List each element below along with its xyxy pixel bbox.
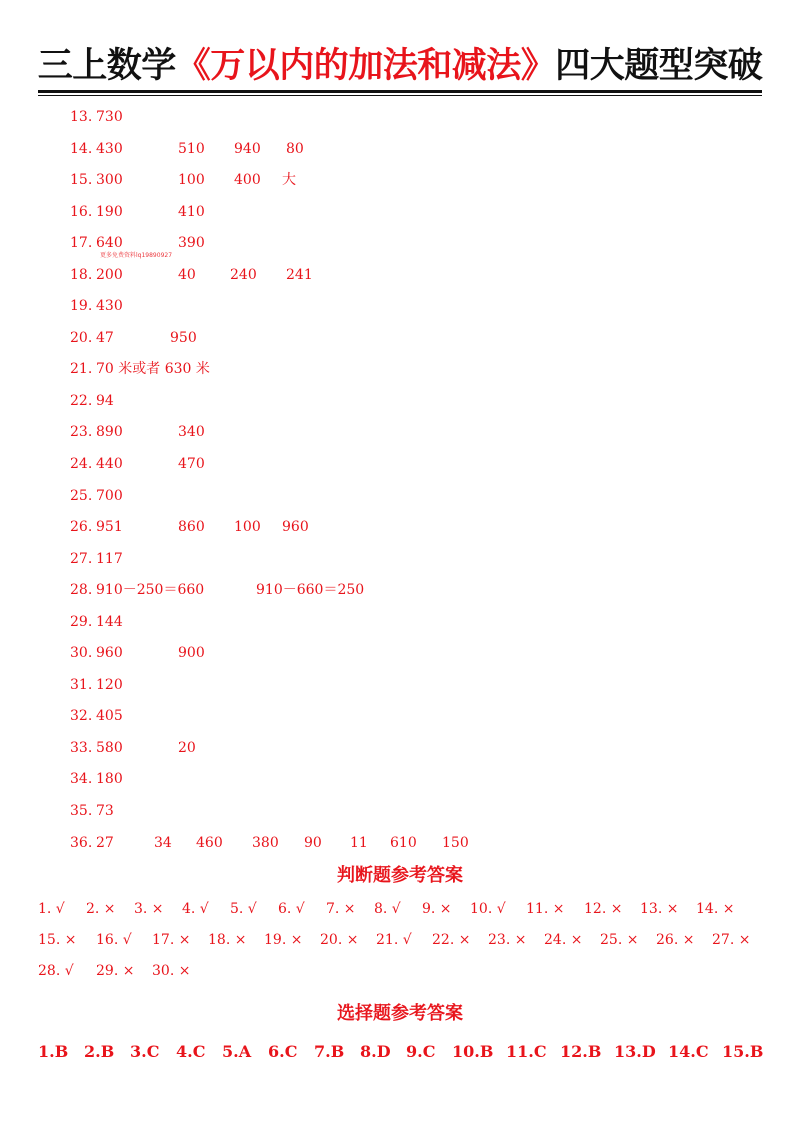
judge-answer: 27. × (712, 932, 751, 948)
fill-answer-item (70, 228, 469, 260)
fill-answer-item (70, 544, 469, 576)
answer-value: 440 (96, 456, 123, 473)
judge-section-title: 判断题参考答案 (337, 865, 463, 886)
watermark-text: 更多免费资料lq19890927 (100, 252, 173, 259)
answer-number: 17. (70, 235, 93, 252)
answer-value: 40 (178, 266, 196, 283)
answer-value: 951 (96, 519, 123, 536)
choice-answer: 3.C (130, 1042, 160, 1061)
answer-value: 910－250＝660 (96, 582, 205, 599)
answer-value: 150 (442, 834, 469, 851)
judge-answer: 9. × (422, 901, 452, 917)
answer-value: 380 (252, 834, 279, 851)
answer-value: 430 (96, 140, 123, 157)
choice-answer: 4.C (176, 1042, 206, 1061)
answer-value: 20 (178, 739, 196, 756)
judge-answer-row (38, 963, 202, 979)
title-part-left: 三上数学 (37, 46, 176, 86)
answer-value: 120 (96, 676, 123, 693)
answer-number: 32. (70, 708, 93, 725)
answer-value: 960 (282, 519, 309, 536)
answer-value: 73 (96, 803, 114, 820)
fill-answer-item (70, 260, 469, 292)
answer-value: 117 (96, 550, 123, 567)
answer-value: 200 (96, 266, 123, 283)
fill-answer-item (70, 102, 469, 134)
judge-answer: 8. √ (374, 901, 401, 917)
answer-value: 950 (170, 329, 197, 346)
answer-value: 大 (282, 172, 296, 189)
fill-answer-item (70, 134, 469, 166)
answer-value: 640 (96, 235, 123, 252)
choice-answer: 14.C (668, 1042, 709, 1061)
answer-value: 460 (196, 834, 223, 851)
answer-number: 13. (70, 109, 93, 125)
judge-answer: 15. × (38, 932, 77, 948)
title-part-right: 四大题型突破 (555, 46, 763, 86)
answer-value: 730 (96, 109, 123, 125)
fill-answer-item (70, 764, 469, 796)
answer-value: 180 (96, 771, 123, 788)
answer-value: 900 (178, 645, 205, 662)
judge-answer: 23. × (488, 932, 527, 948)
choice-answer: 6.C (268, 1042, 298, 1061)
judge-answer: 30. × (152, 963, 191, 979)
answer-value: 390 (178, 235, 205, 252)
fill-answer-item (70, 733, 469, 765)
answer-number: 34. (70, 771, 93, 788)
fill-answer-item (70, 449, 469, 481)
choice-answer: 7.B (314, 1042, 345, 1061)
choice-answer: 10.B (452, 1042, 494, 1061)
answer-number: 23. (70, 424, 93, 441)
fill-answer-item (70, 796, 469, 828)
answer-value: 340 (178, 424, 205, 441)
answer-value: 300 (96, 172, 123, 189)
page-title (0, 44, 800, 88)
answer-value: 241 (286, 266, 313, 283)
answer-value: 400 (234, 172, 261, 189)
answer-value: 910－660＝250 (256, 582, 365, 599)
choice-answer: 1.B (38, 1042, 69, 1061)
judge-answer: 3. × (134, 901, 164, 917)
judge-answer: 24. × (544, 932, 583, 948)
answer-value: 90 (304, 834, 322, 851)
judge-answer: 20. × (320, 932, 359, 948)
judge-answer: 10. √ (470, 901, 506, 917)
judge-answer: 5. √ (230, 901, 257, 917)
judge-answer: 2. × (86, 901, 116, 917)
answer-number: 18. (70, 266, 93, 283)
judge-answer: 13. × (640, 901, 679, 917)
judge-answer: 4. √ (182, 901, 209, 917)
fill-answer-item (70, 165, 469, 197)
fill-answer-item (70, 417, 469, 449)
answer-number: 22. (70, 392, 93, 409)
fill-answer-item (70, 575, 469, 607)
judge-answer: 1. √ (38, 901, 65, 917)
answer-number: 20. (70, 329, 93, 346)
judge-answer: 16. √ (96, 932, 132, 948)
title-part-red: 《万以内的加法和减法》 (175, 46, 556, 86)
fill-answer-item (70, 291, 469, 323)
fill-answer-item (70, 607, 469, 639)
fill-answer-item (70, 386, 469, 418)
judge-answer: 14. × (696, 901, 735, 917)
answer-value: 100 (234, 519, 261, 536)
fill-answer-item (70, 323, 469, 355)
judge-answer: 18. × (208, 932, 247, 948)
answer-value: 960 (96, 645, 123, 662)
judge-answer: 26. × (656, 932, 695, 948)
fill-answer-item (70, 828, 469, 860)
choice-answer: 5.A (222, 1042, 252, 1061)
answer-number: 16. (70, 203, 93, 220)
answer-value: 860 (178, 519, 205, 536)
judge-answer: 7. × (326, 901, 356, 917)
answer-value: 94 (96, 392, 114, 409)
answer-value: 700 (96, 487, 123, 504)
fill-answer-item (70, 197, 469, 229)
judge-answer: 28. √ (38, 963, 74, 979)
answer-value: 70 米或者 630 米 (96, 361, 210, 378)
answer-value: 34 (154, 834, 172, 851)
answer-number: 29. (70, 613, 93, 630)
choice-answer: 9.C (406, 1042, 436, 1061)
fill-answer-list (70, 102, 469, 859)
fill-answer-item (70, 481, 469, 513)
answer-number: 35. (70, 803, 93, 820)
fill-answer-item (70, 701, 469, 733)
answer-value: 240 (230, 266, 257, 283)
answer-value: 410 (178, 203, 205, 220)
answer-value: 890 (96, 424, 123, 441)
answer-number: 21. (70, 361, 93, 378)
answer-value: 430 (96, 298, 123, 315)
answer-value: 11 (350, 834, 368, 851)
answer-number: 26. (70, 519, 93, 536)
judge-answer-row (38, 901, 746, 917)
choice-answer-row (38, 1042, 762, 1061)
choice-answer: 8.D (360, 1042, 391, 1061)
answer-value: 610 (390, 834, 417, 851)
answer-value: 47 (96, 329, 114, 346)
choice-answer: 15.B (722, 1042, 764, 1061)
fill-answer-item (70, 670, 469, 702)
judge-answer-row (38, 932, 762, 948)
answer-number: 24. (70, 456, 93, 473)
title-underline-thick (38, 90, 762, 93)
answer-number: 33. (70, 739, 93, 756)
answer-value: 144 (96, 613, 123, 630)
fill-answer-item (70, 354, 469, 386)
judge-answer: 22. × (432, 932, 471, 948)
choice-answer: 2.B (84, 1042, 115, 1061)
fill-answer-item (70, 638, 469, 670)
answer-value: 405 (96, 708, 123, 725)
answer-number: 15. (70, 172, 93, 189)
answer-value: 100 (178, 172, 205, 189)
judge-answer: 11. × (526, 901, 565, 917)
answer-number: 31. (70, 676, 93, 693)
answer-number: 36. (70, 834, 93, 851)
choice-section-title: 选择题参考答案 (337, 1003, 463, 1024)
answer-number: 14. (70, 140, 93, 157)
judge-answer: 25. × (600, 932, 639, 948)
judge-answer: 6. √ (278, 901, 305, 917)
choice-answer: 12.B (560, 1042, 602, 1061)
title-underline-thin (38, 95, 762, 96)
judge-answer: 29. × (96, 963, 135, 979)
judge-answer: 21. √ (376, 932, 412, 948)
answer-number: 25. (70, 487, 93, 504)
answer-value: 190 (96, 203, 123, 220)
fill-answer-item (70, 512, 469, 544)
answer-value: 510 (178, 140, 205, 157)
judge-answer: 12. × (584, 901, 623, 917)
answer-value: 80 (286, 140, 304, 157)
answer-number: 30. (70, 645, 93, 662)
judge-answer: 17. × (152, 932, 191, 948)
answer-value: 470 (178, 456, 205, 473)
answer-number: 28. (70, 582, 93, 599)
answer-value: 580 (96, 739, 123, 756)
choice-answer: 13.D (614, 1042, 656, 1061)
answer-value: 940 (234, 140, 261, 157)
answer-number: 27. (70, 550, 93, 567)
choice-answer: 11.C (506, 1042, 547, 1061)
answer-number: 19. (70, 298, 93, 315)
judge-answer: 19. × (264, 932, 303, 948)
answer-value: 27 (96, 834, 114, 851)
